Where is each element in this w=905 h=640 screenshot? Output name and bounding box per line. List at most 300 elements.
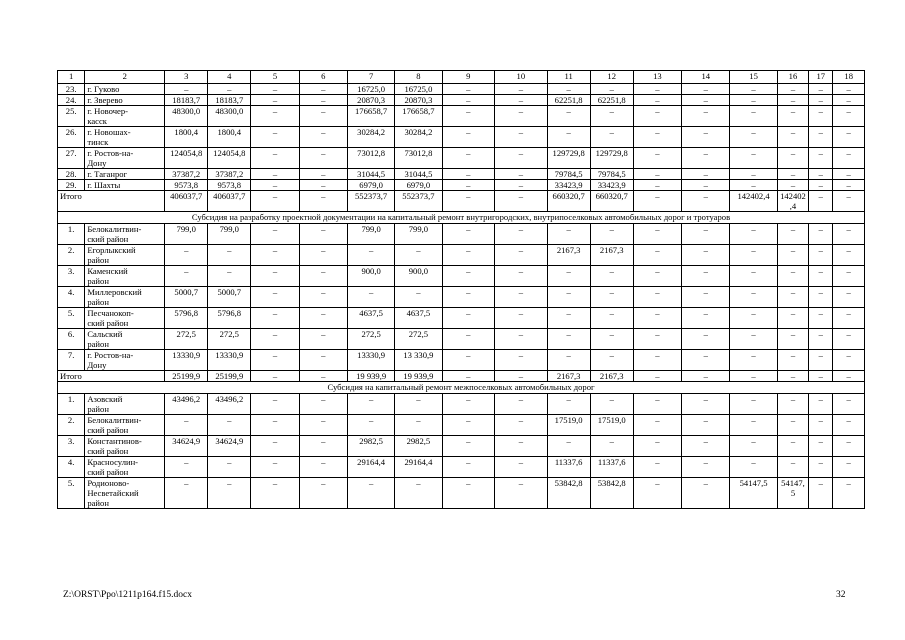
value-cell: 54147,5	[730, 478, 777, 509]
value-cell: –	[777, 394, 809, 415]
value-cell: –	[165, 266, 208, 287]
value-cell: –	[730, 127, 777, 148]
value-cell: –	[730, 394, 777, 415]
total-row	[58, 371, 865, 382]
value-cell: –	[495, 415, 548, 436]
value-cell: –	[208, 415, 251, 436]
value-cell: –	[833, 245, 865, 266]
value-cell: –	[299, 106, 347, 127]
value-cell: –	[442, 224, 495, 245]
value-cell: 272,5	[165, 329, 208, 350]
value-cell: –	[833, 350, 865, 371]
header-cell: 9	[442, 71, 495, 84]
value-cell: –	[809, 266, 833, 287]
value-cell: –	[590, 436, 633, 457]
value-cell: –	[442, 308, 495, 329]
value-cell: –	[590, 106, 633, 127]
value-cell: –	[442, 350, 495, 371]
table-row	[58, 350, 865, 371]
row-number: 24.	[58, 95, 85, 106]
value-cell: –	[730, 457, 777, 478]
value-cell: 30284,2	[347, 127, 394, 148]
value-cell: –	[395, 245, 442, 266]
value-cell: –	[633, 127, 681, 148]
value-cell: –	[809, 415, 833, 436]
value-cell: –	[495, 308, 548, 329]
row-number: 28.	[58, 169, 85, 180]
total-label: Итого	[58, 191, 165, 212]
row-name: Миллеровский район	[85, 287, 165, 308]
value-cell: 43496,2	[208, 394, 251, 415]
row-name: Белокалитвин- ский район	[85, 224, 165, 245]
value-cell: –	[682, 169, 730, 180]
value-cell: –	[299, 245, 347, 266]
value-cell: 5796,8	[208, 308, 251, 329]
value-cell: –	[777, 436, 809, 457]
row-name: Песчанокоп- ский район	[85, 308, 165, 329]
value-cell: –	[547, 308, 590, 329]
file-path: Z:\ORST\Ppo\1211p164.f15.docx	[63, 590, 192, 600]
value-cell: –	[633, 224, 681, 245]
value-cell: –	[251, 127, 299, 148]
value-cell: –	[809, 350, 833, 371]
section-title-row	[58, 382, 865, 394]
header-cell: 8	[395, 71, 442, 84]
value-cell: –	[442, 106, 495, 127]
total-value: –	[809, 191, 833, 212]
value-cell: –	[809, 224, 833, 245]
value-cell: 272,5	[208, 329, 251, 350]
value-cell: 1800,4	[208, 127, 251, 148]
header-cell: 4	[208, 71, 251, 84]
value-cell: 53842,8	[590, 478, 633, 509]
value-cell: –	[547, 127, 590, 148]
value-cell: –	[495, 436, 548, 457]
value-cell: –	[495, 169, 548, 180]
value-cell: 1800,4	[165, 127, 208, 148]
value-cell: –	[730, 148, 777, 169]
value-cell: –	[299, 436, 347, 457]
value-cell: –	[547, 436, 590, 457]
value-cell: –	[809, 127, 833, 148]
total-value: 660320,7	[547, 191, 590, 212]
table-row	[58, 394, 865, 415]
value-cell: –	[730, 169, 777, 180]
value-cell: –	[809, 106, 833, 127]
value-cell: –	[809, 478, 833, 509]
value-cell: –	[777, 308, 809, 329]
data-table	[57, 70, 865, 509]
value-cell: –	[730, 245, 777, 266]
value-cell: –	[682, 394, 730, 415]
value-cell: –	[299, 169, 347, 180]
value-cell: –	[208, 457, 251, 478]
value-cell: –	[833, 224, 865, 245]
value-cell: 18183,7	[208, 95, 251, 106]
value-cell: –	[682, 329, 730, 350]
value-cell: –	[633, 436, 681, 457]
value-cell: –	[633, 148, 681, 169]
value-cell: 799,0	[347, 224, 394, 245]
value-cell: –	[633, 266, 681, 287]
value-cell: 9573,8	[165, 180, 208, 191]
value-cell: 11337,6	[547, 457, 590, 478]
value-cell: –	[682, 224, 730, 245]
header-cell: 1	[58, 71, 85, 84]
value-cell: –	[347, 394, 394, 415]
value-cell: –	[299, 329, 347, 350]
value-cell: –	[299, 224, 347, 245]
value-cell: 29164,4	[347, 457, 394, 478]
value-cell: –	[347, 245, 394, 266]
value-cell: 124054,8	[208, 148, 251, 169]
value-cell: 29164,4	[395, 457, 442, 478]
value-cell: –	[251, 106, 299, 127]
value-cell: 20870,3	[347, 95, 394, 106]
value-cell: –	[833, 169, 865, 180]
value-cell: –	[777, 127, 809, 148]
total-value: –	[442, 191, 495, 212]
value-cell: –	[299, 287, 347, 308]
value-cell: –	[730, 350, 777, 371]
total-value: –	[633, 191, 681, 212]
value-cell: –	[299, 394, 347, 415]
table-row	[58, 436, 865, 457]
row-number: 23.	[58, 84, 85, 95]
value-cell: –	[547, 350, 590, 371]
value-cell: 799,0	[395, 224, 442, 245]
value-cell: –	[251, 148, 299, 169]
value-cell: –	[633, 478, 681, 509]
value-cell: –	[730, 415, 777, 436]
row-name: г. Таганрог	[85, 169, 165, 180]
value-cell: –	[442, 180, 495, 191]
table-row	[58, 266, 865, 287]
value-cell: 799,0	[208, 224, 251, 245]
value-cell: –	[633, 180, 681, 191]
value-cell: 799,0	[165, 224, 208, 245]
value-cell: –	[833, 148, 865, 169]
value-cell: –	[633, 245, 681, 266]
value-cell: –	[682, 478, 730, 509]
header-cell: 16	[777, 71, 809, 84]
value-cell: –	[208, 84, 251, 95]
value-cell: –	[347, 415, 394, 436]
value-cell: –	[299, 308, 347, 329]
value-cell: –	[809, 245, 833, 266]
value-cell: –	[809, 287, 833, 308]
value-cell: –	[682, 180, 730, 191]
value-cell: –	[547, 287, 590, 308]
value-cell: 16725,0	[347, 84, 394, 95]
value-cell: –	[777, 329, 809, 350]
value-cell: –	[777, 457, 809, 478]
total-row	[58, 191, 865, 212]
value-cell: 37387,2	[208, 169, 251, 180]
total-value: –	[833, 371, 865, 382]
total-value: –	[682, 191, 730, 212]
value-cell: 73012,8	[395, 148, 442, 169]
value-cell: 4637,5	[395, 308, 442, 329]
value-cell: 6979,0	[395, 180, 442, 191]
value-cell: –	[299, 95, 347, 106]
value-cell: –	[165, 84, 208, 95]
header-cell: 6	[299, 71, 347, 84]
value-cell: –	[730, 287, 777, 308]
header-row	[58, 71, 865, 84]
row-name: г. Новочер- касск	[85, 106, 165, 127]
value-cell: –	[833, 308, 865, 329]
value-cell: –	[495, 127, 548, 148]
value-cell: –	[251, 95, 299, 106]
value-cell: 17519,0	[547, 415, 590, 436]
table-row	[58, 169, 865, 180]
total-value: 2167,3	[547, 371, 590, 382]
value-cell: –	[347, 287, 394, 308]
value-cell: 129729,8	[590, 148, 633, 169]
value-cell: 62251,8	[547, 95, 590, 106]
value-cell: –	[590, 127, 633, 148]
value-cell: –	[833, 127, 865, 148]
header-cell: 5	[251, 71, 299, 84]
value-cell: 34624,9	[208, 436, 251, 457]
value-cell: –	[547, 266, 590, 287]
row-name: Константинов- ский район	[85, 436, 165, 457]
value-cell: –	[251, 245, 299, 266]
value-cell: –	[809, 95, 833, 106]
value-cell: –	[547, 106, 590, 127]
value-cell: –	[809, 169, 833, 180]
value-cell: –	[777, 245, 809, 266]
value-cell: 5000,7	[208, 287, 251, 308]
value-cell: –	[633, 350, 681, 371]
value-cell: –	[833, 394, 865, 415]
value-cell: –	[730, 436, 777, 457]
row-number: 7.	[58, 350, 85, 371]
row-number: 2.	[58, 245, 85, 266]
row-name: г. Ростов-на- Дону	[85, 350, 165, 371]
value-cell: –	[777, 169, 809, 180]
row-number: 1.	[58, 394, 85, 415]
value-cell: –	[251, 436, 299, 457]
value-cell: –	[590, 394, 633, 415]
value-cell: –	[777, 350, 809, 371]
value-cell: –	[590, 350, 633, 371]
value-cell: –	[495, 224, 548, 245]
value-cell: –	[299, 478, 347, 509]
value-cell: 9573,8	[208, 180, 251, 191]
value-cell: –	[809, 457, 833, 478]
value-cell: –	[777, 266, 809, 287]
value-cell: –	[208, 478, 251, 509]
total-value: –	[633, 371, 681, 382]
value-cell: –	[777, 84, 809, 95]
total-value: 552373,7	[395, 191, 442, 212]
row-number: 3.	[58, 436, 85, 457]
row-name: Азовский район	[85, 394, 165, 415]
value-cell: –	[809, 436, 833, 457]
header-cell: 14	[682, 71, 730, 84]
value-cell: 124054,8	[165, 148, 208, 169]
value-cell: –	[251, 394, 299, 415]
value-cell: –	[495, 106, 548, 127]
value-cell: –	[299, 84, 347, 95]
value-cell: –	[777, 287, 809, 308]
row-name: Сальский район	[85, 329, 165, 350]
total-value: 660320,7	[590, 191, 633, 212]
value-cell: –	[299, 180, 347, 191]
value-cell: –	[495, 148, 548, 169]
value-cell: –	[251, 457, 299, 478]
value-cell: –	[442, 478, 495, 509]
total-value: 552373,7	[347, 191, 394, 212]
value-cell: 37387,2	[165, 169, 208, 180]
value-cell: –	[833, 84, 865, 95]
table-row	[58, 415, 865, 436]
value-cell: –	[682, 266, 730, 287]
row-number: 1.	[58, 224, 85, 245]
total-value: 142402,4	[730, 191, 777, 212]
total-value: 19 939,9	[395, 371, 442, 382]
value-cell: 2982,5	[347, 436, 394, 457]
value-cell: 13330,9	[165, 350, 208, 371]
value-cell: –	[251, 350, 299, 371]
value-cell: –	[682, 350, 730, 371]
row-number: 29.	[58, 180, 85, 191]
value-cell: 13 330,9	[395, 350, 442, 371]
row-number: 27.	[58, 148, 85, 169]
value-cell: 900,0	[395, 266, 442, 287]
value-cell: –	[590, 308, 633, 329]
page-number: 32	[836, 590, 846, 600]
total-value: 2167,3	[590, 371, 633, 382]
value-cell: 73012,8	[347, 148, 394, 169]
row-name: г. Ростов-на- Дону	[85, 148, 165, 169]
value-cell: –	[495, 329, 548, 350]
value-cell: –	[495, 95, 548, 106]
total-value: –	[251, 191, 299, 212]
value-cell: –	[682, 245, 730, 266]
value-cell: 16725,0	[395, 84, 442, 95]
value-cell: –	[442, 169, 495, 180]
value-cell: –	[442, 95, 495, 106]
value-cell: –	[395, 287, 442, 308]
total-value: –	[495, 371, 548, 382]
row-name: г. Зверево	[85, 95, 165, 106]
value-cell: –	[442, 436, 495, 457]
value-cell: –	[809, 394, 833, 415]
value-cell: 79784,5	[590, 169, 633, 180]
value-cell: –	[777, 415, 809, 436]
value-cell: –	[682, 287, 730, 308]
row-number: 5.	[58, 308, 85, 329]
row-number: 6.	[58, 329, 85, 350]
row-number: 25.	[58, 106, 85, 127]
value-cell: 13330,9	[208, 350, 251, 371]
value-cell: –	[682, 84, 730, 95]
value-cell: –	[777, 180, 809, 191]
value-cell: –	[495, 84, 548, 95]
value-cell: –	[833, 106, 865, 127]
value-cell: 43496,2	[165, 394, 208, 415]
value-cell: 2167,3	[547, 245, 590, 266]
value-cell: –	[833, 478, 865, 509]
value-cell: 176658,7	[347, 106, 394, 127]
value-cell: –	[633, 308, 681, 329]
value-cell: –	[495, 245, 548, 266]
value-cell: –	[682, 308, 730, 329]
value-cell: –	[730, 266, 777, 287]
table-row	[58, 308, 865, 329]
value-cell: –	[442, 148, 495, 169]
total-value: –	[495, 191, 548, 212]
row-name: г. Шахты	[85, 180, 165, 191]
total-value: –	[809, 371, 833, 382]
value-cell: 30284,2	[395, 127, 442, 148]
total-value: –	[299, 371, 347, 382]
row-name: Красносулин- ский район	[85, 457, 165, 478]
value-cell: –	[251, 287, 299, 308]
total-value: –	[251, 371, 299, 382]
row-name: Каменский район	[85, 266, 165, 287]
value-cell: –	[777, 224, 809, 245]
value-cell: 272,5	[395, 329, 442, 350]
value-cell: 33423,9	[590, 180, 633, 191]
value-cell: –	[299, 457, 347, 478]
value-cell: –	[208, 266, 251, 287]
total-value: –	[777, 371, 809, 382]
value-cell: 54147,5	[777, 478, 809, 509]
section-title: Субсидия на разработку проектной документации на капитальный ремонт внутригородских, внутрипоселковых автомобильных дорог и тротуаров	[58, 212, 865, 224]
total-value: –	[299, 191, 347, 212]
table-row	[58, 245, 865, 266]
value-cell: 272,5	[347, 329, 394, 350]
value-cell: –	[633, 329, 681, 350]
value-cell: –	[442, 266, 495, 287]
value-cell: –	[590, 224, 633, 245]
value-cell: 176658,7	[395, 106, 442, 127]
total-value: 19 939,9	[347, 371, 394, 382]
value-cell: –	[495, 180, 548, 191]
value-cell: –	[442, 415, 495, 436]
value-cell: –	[251, 84, 299, 95]
value-cell: –	[442, 245, 495, 266]
total-value: –	[442, 371, 495, 382]
value-cell: 48300,0	[208, 106, 251, 127]
table-row	[58, 148, 865, 169]
table-row	[58, 478, 865, 509]
value-cell: –	[730, 84, 777, 95]
value-cell: –	[251, 266, 299, 287]
value-cell: –	[299, 415, 347, 436]
value-cell: –	[395, 478, 442, 509]
table-row	[58, 127, 865, 148]
value-cell: –	[809, 329, 833, 350]
value-cell: –	[442, 394, 495, 415]
value-cell: –	[682, 148, 730, 169]
value-cell: –	[633, 95, 681, 106]
row-name: г. Новошах- тинск	[85, 127, 165, 148]
value-cell: 129729,8	[547, 148, 590, 169]
value-cell: –	[251, 329, 299, 350]
value-cell: –	[633, 106, 681, 127]
total-value: 406037,7	[165, 191, 208, 212]
row-number: 4.	[58, 287, 85, 308]
value-cell: –	[682, 127, 730, 148]
value-cell: –	[442, 287, 495, 308]
value-cell: –	[495, 457, 548, 478]
value-cell: 5796,8	[165, 308, 208, 329]
